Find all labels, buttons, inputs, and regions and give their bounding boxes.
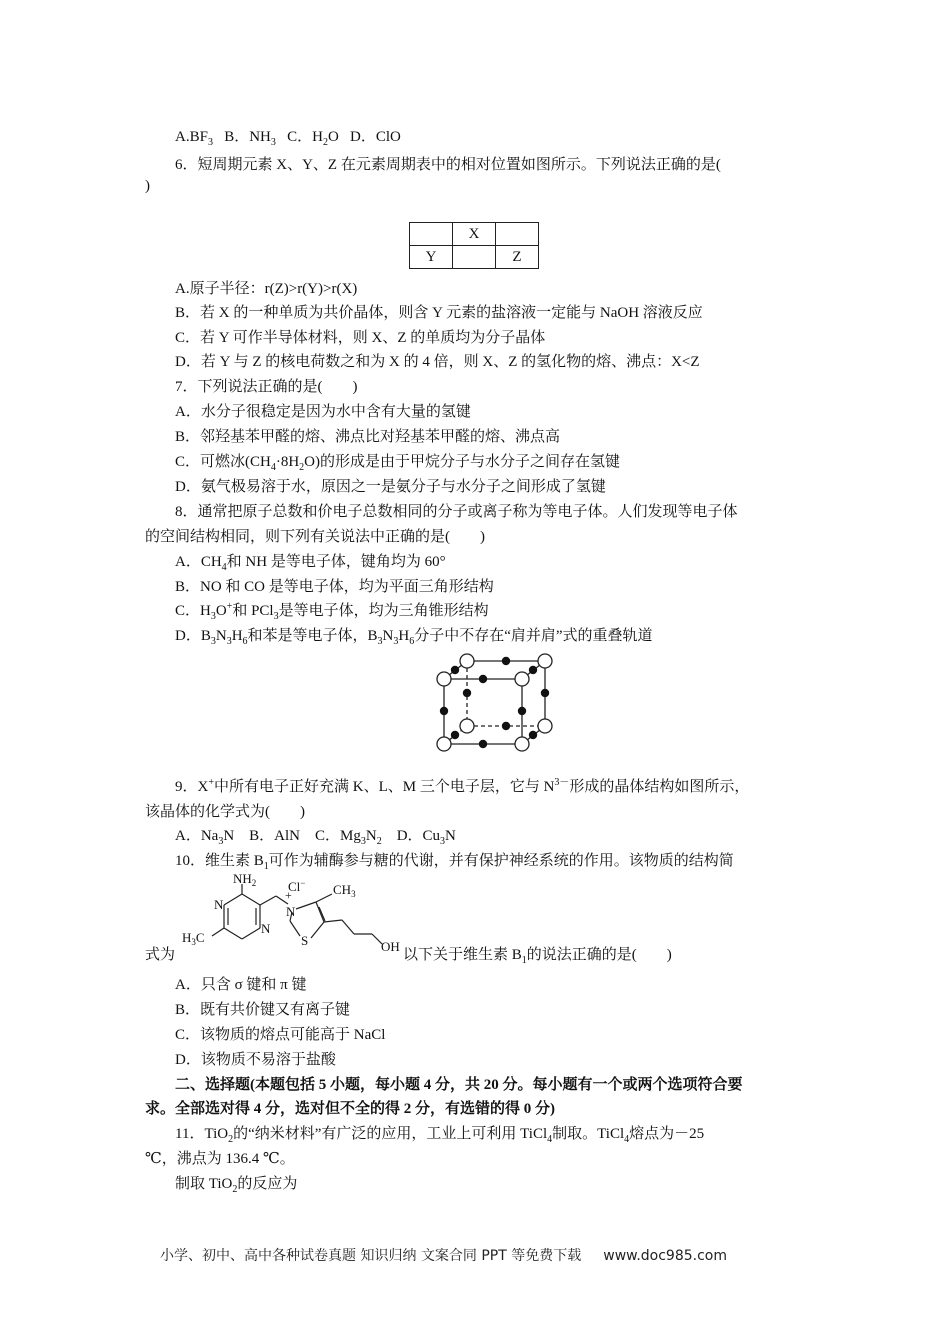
svg-text:S: S: [301, 933, 309, 948]
edge-atom: [541, 689, 549, 697]
vitamin-b1-structure: [176, 872, 408, 964]
edge-atom: [451, 731, 459, 739]
edge-atom: [502, 657, 510, 665]
q6-option-b: B．若 X 的一种单质为共价晶体，则含 Y 元素的盐溶液一定能与 NaOH 溶液反应: [175, 305, 703, 321]
svg-text:OH: OH: [381, 939, 400, 954]
edge-atom: [463, 689, 471, 697]
table-cell: [496, 223, 539, 246]
q8-option-c: C．$H_3O^+$和 PCl$_3$是等电子体，均为三角锥形结构: [175, 601, 489, 622]
corner-atom: [538, 719, 552, 733]
table-cell: [410, 223, 453, 246]
svg-text:H3C: $H_3C$: [182, 930, 205, 947]
q10-option-a: A．只含 σ 键和 π 键: [175, 977, 307, 993]
q7-stem: 7．下列说法正确的是( ): [175, 379, 358, 395]
q7-option-c: C．可燃冰$(CH_4\cdot 8H_2O)$的形成是由于甲烷分子与水分子之间存在氢键: [175, 454, 621, 473]
q9-options: A．$Na_3N$ B．AlN C．$Mg_3N_2$ D．$Cu_3N$: [175, 828, 456, 847]
q11-stem-line3: 制取 TiO$_2$的反应为: [175, 1176, 298, 1195]
edge-atom: [502, 722, 510, 730]
corner-atom: [460, 719, 474, 733]
q6-option-d: D．若 Y 与 Z 的核电荷数之和为 X 的 4 倍，则 X、Z 的氢化物的熔、沸点：X<Z: [175, 354, 700, 370]
q10-stem-pre: 式为: [145, 947, 176, 963]
q10-option-b: B．既有共价键又有离子键: [175, 1002, 351, 1018]
svg-text:NH2: $NH_2$: [233, 872, 257, 888]
table-cell: [453, 246, 496, 269]
svg-text:N: N: [286, 904, 296, 919]
edge-atom: [518, 707, 526, 715]
corner-atom: [538, 654, 552, 668]
q6-stem: 6．短周期元素 X、Y、Z 在元素周期表中的相对位置如图所示。下列说法正确的是(: [175, 157, 721, 173]
table-cell-x: X: [453, 223, 496, 246]
q7-option-a: A．水分子很稳定是因为水中含有大量的氢键: [175, 404, 471, 420]
svg-text:Cl−: Cl−: [288, 878, 306, 894]
corner-atom: [437, 737, 451, 751]
crystal-structure-figure: [430, 648, 560, 756]
footer-text: 小学、初中、高中各种试卷真题 知识归纳 文案合同 PPT 等免费下载: [160, 1248, 582, 1264]
q5-options: $A.BF_3$ B．$NH_3$ C．$H_2O$ D．ClO: [175, 129, 401, 148]
q6-stem-close: ): [145, 178, 150, 194]
table-cell-z: Z: [496, 246, 539, 269]
q10-stem-post: 以下关于维生素 $B_1$的说法正确的是( ): [403, 947, 672, 966]
edge-atom: [479, 740, 487, 748]
q11-stem-line1: 11．TiO$_2$的“纳米材料”有广泛的应用，工业上可利用 TiCl$_4$制取。TiCl$_4$熔点为－25: [175, 1126, 705, 1145]
svg-text:N: N: [214, 897, 224, 912]
edge-atom: [529, 731, 537, 739]
q7-option-b: B．邻羟基苯甲醛的熔、沸点比对羟基苯甲醛的熔、沸点高: [175, 429, 561, 445]
table-cell-y: Y: [410, 246, 453, 269]
q7-option-d: D．氨气极易溶于水，原因之一是氨分子与水分子之间形成了氢键: [175, 479, 606, 495]
svg-text:+: +: [285, 888, 292, 902]
q10-option-c: C．该物质的熔点可能高于 NaCl: [175, 1027, 386, 1043]
q8-option-a: A．$CH_4$和 NH 是等电子体，键角均为 60°: [175, 554, 446, 573]
page-footer: [160, 1245, 727, 1265]
corner-atom: [460, 654, 474, 668]
q9-stem-line1: 9．X+中所有电子正好充满 K、L、M 三个电子层，它与 $N^{3-}$形成的晶体结构如图所示，: [175, 777, 750, 795]
section2-heading-line1: 二、选择题(本题包括 5 小题，每小题 4 分，共 20 分。每小题有一个或两个选项符合要: [175, 1077, 743, 1093]
edge-atom: [529, 666, 537, 674]
q10-option-d: D．该物质不易溶于盐酸: [175, 1052, 336, 1068]
q9-stem-line2: 该晶体的化学式为( ): [145, 804, 305, 820]
corner-atom: [515, 672, 529, 686]
footer-link[interactable]: www.doc985.com: [603, 1248, 727, 1264]
q8-stem-line2: 的空间结构相同，则下列有关说法中正确的是( ): [145, 529, 485, 545]
svg-text:N: N: [261, 921, 271, 936]
edge-atom: [440, 707, 448, 715]
q10-stem-line1: 10．维生素 $B_1$可作为辅酶参与糖的代谢，并有保护神经系统的作用。该物质的结构简: [175, 853, 734, 872]
svg-text:CH3: $CH_3$: [333, 882, 356, 899]
corner-atom: [437, 672, 451, 686]
edge-atom: [479, 675, 487, 683]
q8-stem-line1: 8．通常把原子总数和价电子总数相同的分子或离子称为等电子体。人们发现等电子体: [175, 504, 738, 520]
q8-option-b: B．NO 和 CO 是等电子体，均为平面三角形结构: [175, 579, 494, 595]
periodic-position-table: [409, 222, 539, 269]
edge-atom: [451, 666, 459, 674]
q8-option-d: D．$B_3N_3H_6$和苯是等电子体，$B_3N_3H_6$分子中不存在“肩并肩”式的重叠轨道: [175, 628, 653, 647]
q6-option-c: C．若 Y 可作半导体材料，则 X、Z 的单质均为分子晶体: [175, 330, 546, 346]
section2-heading-line2: 求。全部选对得 4 分，选对但不全的得 2 分，有选错的得 0 分): [145, 1101, 555, 1117]
corner-atom: [515, 737, 529, 751]
q6-option-a: A.原子半径：r(Z)>r(Y)>r(X): [175, 281, 358, 297]
q11-stem-line2: ℃，沸点为 136.4 ℃。: [145, 1151, 295, 1167]
